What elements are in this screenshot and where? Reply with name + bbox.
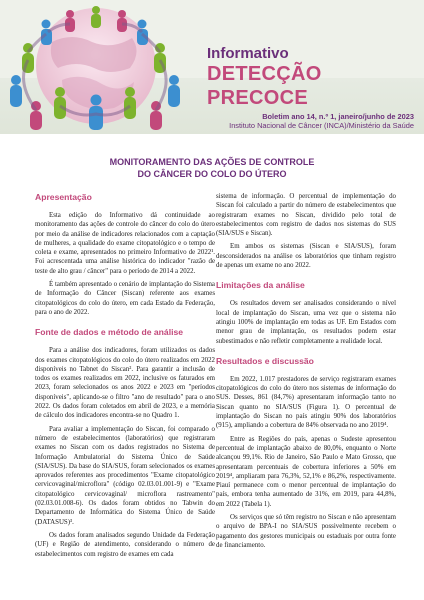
paragraph: sistema de informação. O percentual de implementação do Siscan foi calculado a partir do número de estabelecimentos que registraram exames no Siscan, dividido pelo total de estabelecimentos com registro de dados nos sistemas do SUS (SIA/SUS e Siscan). (216, 193, 396, 238)
paragraph: Em ambos os sistemas (Siscan e SIA/SUS), foram desconsiderados na análise os laboratórios que tinham registro de apenas um exame no ano 2022. (216, 243, 396, 270)
paragraph: Esta edição do Informativo dá continuidade ao monitoramento das ações de controle do câncer do colo do útero por meio da análise de indicadores relacionados com a captação de mulheres, a qualidade do exame citopatológico e o tempo de coleta e exame, apresentados no primeiro Informativo de 2022¹. Foi acrescentada uma análise histórica do indicador "razão de teste de alto grau / câncer" para o período de 2014 a 2022. (35, 212, 215, 275)
heading-apresentacao: Apresentação (35, 192, 92, 202)
header-banner (0, 0, 424, 134)
article-title-line1: MONITORAMENTO DAS AÇÕES DE CONTROLE (109, 157, 315, 167)
paragraph: Para avaliar a implementação do Siscan, foi comparado o número de estabelecimentos (laboratórios) que registraram exames no Siscan com os dados registrados no Sistema de Informação Ambulatorial do Sistema Único de Saúde (SIA/SUS). Da base do SIA/SUS, foram selecionados os exames aprovados referentes aos procedimentos "Exame citopatológico cervicovaginal/microflora" (código 02.03.01.001-9) e "Exame citopatológico cervicovaginal/ microflora rastreamento" (02.03.01.008-6). Os dados foram obtidos no Tabwin do Departamento de Informática do Sistema Único de Saúde (DATASUS)³. (35, 425, 215, 526)
issue-info (229, 112, 414, 130)
article-title-line2: DO CÂNCER DO COLO DO ÚTERO (137, 169, 287, 179)
left-column (35, 192, 215, 559)
paragraph: Entre as Regiões do país, apenas o Sudeste apresentou percentual de implantação abaixo de 80,0%, enquanto o Norte alcançou 99,1%. Rio de Janeiro, São Paulo e Mato Grosso, que apresentaram percentuais de cobertura inferiores a 50% em 2019⁴, ampliaram para 76,3%, 52,1% e 86,2%, respectivamente. Piauí permanece com o menor percentual de implantação do país, embora tenha aumentado de 31%, em 2019, para 44,8%, em 2022 (Tabela 1). (216, 435, 396, 508)
paragraph: É também apresentado o cenário de implantação do Sistema de Informação do Câncer (Siscan) referente aos exames citopatológicos do colo do útero, em cada Estado da Federação, para o ano de 2022. (35, 281, 215, 316)
bulletin-kicker: Informativo (207, 45, 289, 62)
paragraph: Os resultados devem ser analisados considerando o nível local de implantação do Siscan, uma vez que o sistema não atingiu 100% de implantação em todas as UF. Em Estados com menor grau de implantação, os resultados podem estar subestimados e não refletir completamente a realidade local. (216, 300, 396, 345)
heading-limitacoes: Limitações da análise (216, 280, 305, 291)
paragraph: Para a análise dos indicadores, foram utilizados os dados dos exames citopatológicos do colo do útero realizados em 2022 disponíveis no Tabnet do Siscan². Para garantir a inclusão de todos os exames realizados em 2022, inclusive os faturados em 2023, foram selecionados os anos 2022 e 2023 em "períodos disponíveis", aplicando-se o filtro "ano de resultado" para o ano 2022. Os dados foram coletados em abril de 2023, e a memória de cálculo dos indicadores encontra-se no Quadro 1. (35, 347, 215, 420)
article-title (0, 156, 424, 180)
institution-line: Instituto Nacional de Câncer (INCA)/Ministério da Saúde (229, 121, 414, 130)
globe-people-logo (2, 2, 188, 130)
title-block (207, 46, 417, 110)
right-column (216, 192, 396, 550)
paragraph: Em 2022, 1.017 prestadores de serviço registraram exames citopatológicos do colo do útero nos sistemas de informação do SUS. Desses, 861 (84,7%) apresentaram informação tanto no Siscan quanto no SIA/SUS (Figura 1). O percentual de implantação do Siscan no país atingiu 90% dos laboratórios (915), ampliando a cobertura de 84% observada no ano 2019⁴. (216, 375, 396, 430)
paragraph: Os serviços que só têm registro no Siscan e não apresentam o arquivo de BPA-I no SIA/SUS possivelmente recebem o pagamento dos gestores municipais ou estaduais por outra fonte de financiamento. (216, 514, 396, 549)
paragraph: Os dados foram analisados segundo Unidade da Federação (UF) e Região de atendimento, considerando o número de estabelecimentos com registro de exames em cada (35, 531, 215, 558)
heading-fonte-dados: Fonte de dados e método de análise (35, 327, 184, 338)
heading-resultados: Resultados e discussão (216, 355, 314, 366)
bulletin-title: DETECÇÃO PRECOCE (207, 63, 322, 109)
issue-line: Boletim ano 14, n.º 1, janeiro/junho de 2023 (262, 112, 414, 121)
